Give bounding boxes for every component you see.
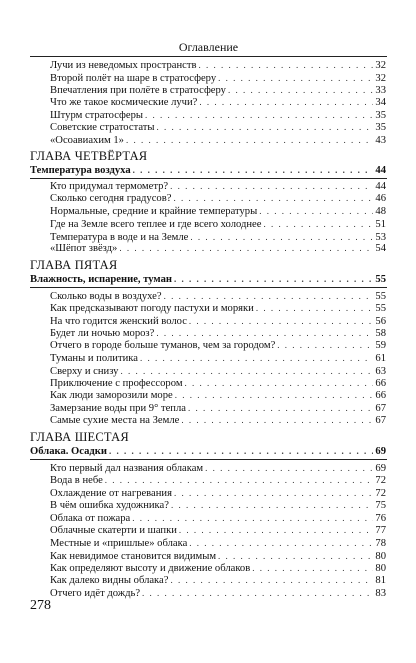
entry-page-number: 55	[375, 274, 386, 285]
entry-title: Лучи из неведомых пространств	[50, 60, 197, 71]
dot-leader	[173, 191, 373, 205]
entry-page-number: 69	[375, 446, 386, 457]
entry-title: Влажность, испарение, туман	[30, 274, 172, 285]
entry-title: Самые сухие места на Земле	[50, 415, 180, 426]
dot-leader	[189, 536, 373, 550]
toc-entry[interactable]	[50, 120, 386, 134]
entry-page-number: 78	[375, 538, 386, 549]
entry-title: Приключение с профессором	[50, 378, 183, 389]
entry-page-number: 34	[375, 97, 386, 108]
toc-entry[interactable]	[50, 95, 386, 109]
entry-page-number: 43	[375, 135, 386, 146]
toc-entry[interactable]	[50, 573, 386, 587]
entry-page-number: 33	[375, 85, 386, 96]
entry-page-number: 61	[375, 353, 386, 364]
entry-page-number: 59	[375, 340, 386, 351]
entry-page-number: 81	[375, 575, 386, 586]
entry-title: Второй полёт на шаре в стратосферу	[50, 73, 217, 84]
entry-page-number: 80	[375, 563, 386, 574]
running-header: Оглавление	[30, 40, 387, 57]
entry-title: Вода в небе	[50, 475, 103, 486]
entry-page-number: 77	[375, 525, 386, 536]
toc-entry[interactable]	[50, 338, 386, 352]
toc-entry[interactable]	[50, 523, 386, 537]
entry-title: Облака. Осадки	[30, 446, 107, 457]
entry-title: Температура в воде и на Земле	[50, 232, 189, 243]
entry-page-number: 54	[375, 243, 386, 254]
entry-page-number: 32	[375, 73, 386, 84]
entry-title: Кто первый дал названия облакам	[50, 463, 204, 474]
entry-page-number: 44	[375, 165, 386, 176]
entry-title: Как далеко видны облака?	[50, 575, 169, 586]
entry-title: Кто придумал термометр?	[50, 181, 169, 192]
section-rule	[30, 459, 387, 460]
toc-entry[interactable]	[50, 586, 386, 600]
toc-section-entry[interactable]	[30, 272, 386, 286]
toc-entry[interactable]	[50, 204, 386, 218]
entry-page-number: 56	[375, 316, 386, 327]
dot-leader	[259, 204, 373, 218]
entry-title: «Осоавиахим 1»	[50, 135, 124, 146]
toc-entry[interactable]	[50, 351, 386, 365]
entry-page-number: 75	[375, 500, 386, 511]
entry-page-number: 32	[375, 60, 386, 71]
entry-title: В чём ошибка художника?	[50, 500, 169, 511]
entry-title: Сверху и снизу	[50, 366, 119, 377]
entry-page-number: 44	[375, 181, 386, 192]
dot-leader	[119, 241, 373, 255]
dot-leader	[263, 217, 373, 231]
dot-leader	[109, 444, 373, 458]
section-rule	[30, 287, 387, 288]
entry-title: «Шёпот звёзд»	[50, 243, 118, 254]
toc-entry[interactable]	[50, 498, 386, 512]
chapter-heading: ГЛАВА ЧЕТВЁРТАЯ	[30, 149, 148, 163]
entry-title: Советские стратостаты	[50, 122, 155, 133]
entry-title: Температура воздуха	[30, 165, 131, 176]
entry-page-number: 69	[375, 463, 386, 474]
entry-page-number: 72	[375, 488, 386, 499]
toc-entry[interactable]	[50, 413, 386, 427]
entry-title: Нормальные, средние и крайние температуры	[50, 206, 258, 217]
dot-leader	[199, 95, 373, 109]
entry-page-number: 67	[375, 415, 386, 426]
toc-entry[interactable]	[50, 133, 386, 147]
entry-title: Что же такое космические лучи?	[50, 97, 198, 108]
entry-title: Штурм стратосферы	[50, 110, 144, 121]
entry-title: Местные и «пришлые» облака	[50, 538, 188, 549]
toc-section-entry[interactable]	[30, 163, 386, 177]
entry-title: Где на Земле всего теплее и где всего холоднее	[50, 219, 262, 230]
entry-title: Облачные скатерти и шапки	[50, 525, 177, 536]
toc-entry[interactable]	[50, 191, 386, 205]
entry-page-number: 83	[375, 588, 386, 599]
dot-leader	[256, 301, 374, 315]
entry-page-number: 72	[375, 475, 386, 486]
entry-title: Замерзание воды при 9° тепла	[50, 403, 186, 414]
dot-leader	[277, 338, 373, 352]
entry-page-number: 48	[375, 206, 386, 217]
dot-leader	[140, 351, 373, 365]
entry-page-number: 66	[375, 390, 386, 401]
entry-title: Впечатления при полёте в стратосферу	[50, 85, 226, 96]
entry-title: Как предсказывают погоду пастухи и моряки	[50, 303, 254, 314]
entry-title: Отчего идёт дождь?	[50, 588, 141, 599]
entry-title: Облака от пожара	[50, 513, 131, 524]
entry-page-number: 46	[375, 193, 386, 204]
entry-title: На что годится женский волос	[50, 316, 187, 327]
entry-title: Сколько воды в воздухе?	[50, 291, 162, 302]
entry-page-number: 80	[375, 551, 386, 562]
dot-leader	[157, 120, 374, 134]
toc-entry[interactable]	[50, 388, 386, 402]
entry-page-number: 51	[375, 219, 386, 230]
entry-page-number: 55	[375, 291, 386, 302]
entry-page-number: 63	[375, 366, 386, 377]
dot-leader	[170, 573, 373, 587]
entry-title: Как определяют высоту и движение облаков	[50, 563, 251, 574]
dot-leader	[181, 413, 373, 427]
entry-page-number: 66	[375, 378, 386, 389]
entry-title: Сколько сегодня градусов?	[50, 193, 172, 204]
dot-leader	[174, 272, 373, 286]
entry-title: Отчего в городе больше туманов, чем за городом?	[50, 340, 276, 351]
dot-leader	[171, 498, 373, 512]
entry-title: Как невидимое становится видимым	[50, 551, 217, 562]
entry-page-number: 35	[375, 110, 386, 121]
dot-leader	[142, 586, 373, 600]
entry-title: Охлаждение от нагревания	[50, 488, 172, 499]
toc-section-entry[interactable]	[30, 444, 386, 458]
dot-leader	[105, 473, 374, 487]
entry-title: Будет ли ночью мороз?	[50, 328, 155, 339]
dot-leader	[175, 388, 374, 402]
entry-page-number: 76	[375, 513, 386, 524]
chapter-heading: ГЛАВА ПЯТАЯ	[30, 258, 118, 272]
toc-entry[interactable]	[50, 473, 386, 487]
dot-leader	[179, 523, 374, 537]
dot-leader	[133, 163, 374, 177]
toc-entry[interactable]	[50, 241, 386, 255]
toc-entry[interactable]	[50, 217, 386, 231]
dot-leader	[126, 133, 373, 147]
entry-page-number: 55	[375, 303, 386, 314]
toc-entry[interactable]	[50, 301, 386, 315]
entry-title: Как люди заморозили море	[50, 390, 173, 401]
entry-page-number: 67	[375, 403, 386, 414]
toc-entry[interactable]	[50, 536, 386, 550]
page-number: 278	[30, 598, 51, 613]
toc-entry[interactable]	[50, 58, 386, 72]
entry-title: Туманы и политика	[50, 353, 138, 364]
chapter-heading: ГЛАВА ШЕСТАЯ	[30, 430, 129, 444]
entry-page-number: 58	[375, 328, 386, 339]
dot-leader	[198, 58, 373, 72]
entry-page-number: 35	[375, 122, 386, 133]
entry-page-number: 53	[375, 232, 386, 243]
